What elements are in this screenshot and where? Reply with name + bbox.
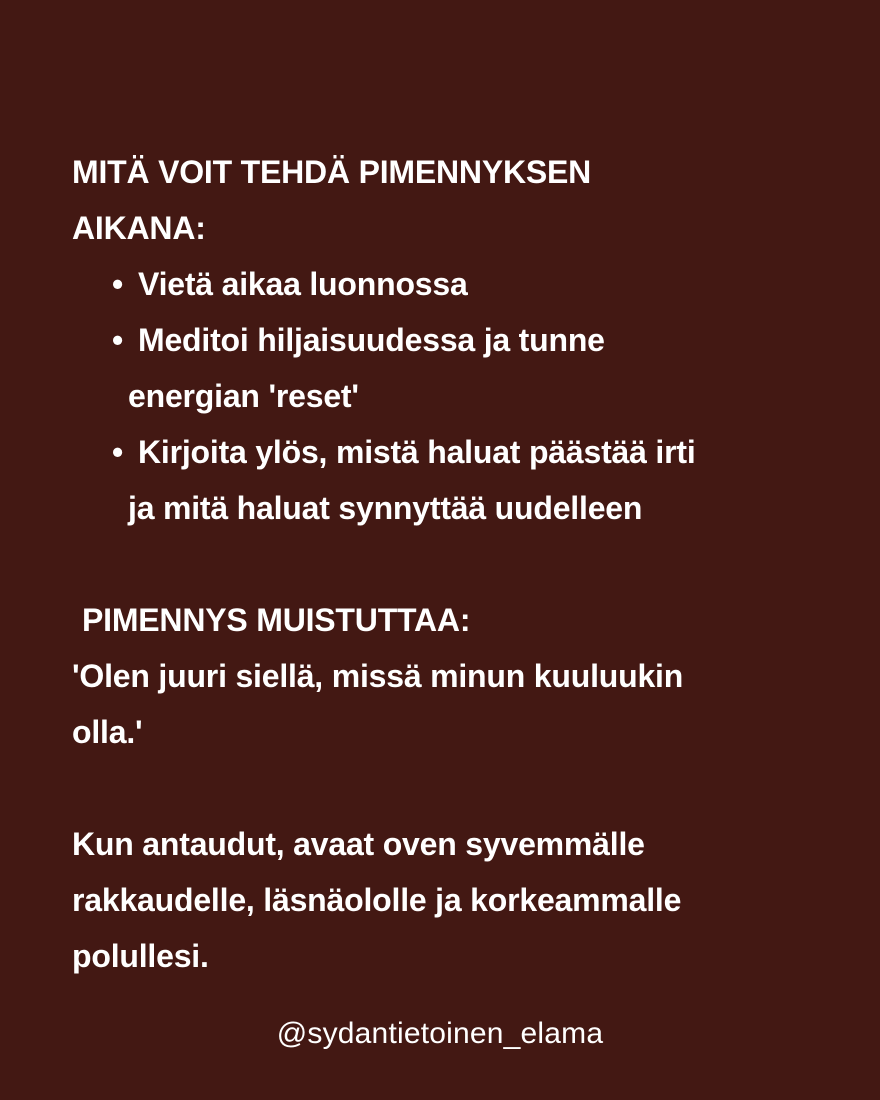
closing-line: Kun antaudut, avaat oven syvemmälle bbox=[72, 826, 645, 862]
heading-line: AIKANA: bbox=[72, 210, 206, 246]
list-item-line: Vietä aikaa luonnossa bbox=[138, 266, 468, 302]
spacer bbox=[72, 760, 812, 816]
tips-list bbox=[72, 256, 812, 536]
heading-line: MITÄ VOIT TEHDÄ PIMENNYKSEN bbox=[72, 154, 592, 190]
reminder-title: PIMENNYS MUISTUTTAA: bbox=[82, 602, 471, 638]
list-item bbox=[72, 256, 812, 312]
bullet-icon: • bbox=[112, 322, 124, 358]
reminder-quote-line: olla.' bbox=[72, 714, 143, 750]
spacer bbox=[72, 536, 812, 592]
post-text bbox=[72, 144, 812, 984]
closing-line: rakkaudelle, läsnäololle ja korkeammalle bbox=[72, 882, 682, 918]
reminder-quote-line: 'Olen juuri siellä, missä minun kuuluukin bbox=[72, 658, 684, 694]
list-item-line: Kirjoita ylös, mistä haluat päästää irti bbox=[138, 434, 696, 470]
bullet-icon: • bbox=[112, 434, 124, 470]
list-item bbox=[72, 424, 812, 536]
account-handle: @sydantietoinen_elama bbox=[276, 1017, 604, 1050]
list-item bbox=[72, 312, 812, 424]
section-heading bbox=[72, 144, 812, 256]
list-item-line: ja mitä haluat synnyttää uudelleen bbox=[128, 490, 643, 526]
bullet-icon: • bbox=[112, 266, 124, 302]
closing-line: polullesi. bbox=[72, 938, 209, 974]
list-item-line: energian 'reset' bbox=[128, 378, 359, 414]
list-item-line: Meditoi hiljaisuudessa ja tunne bbox=[138, 322, 605, 358]
